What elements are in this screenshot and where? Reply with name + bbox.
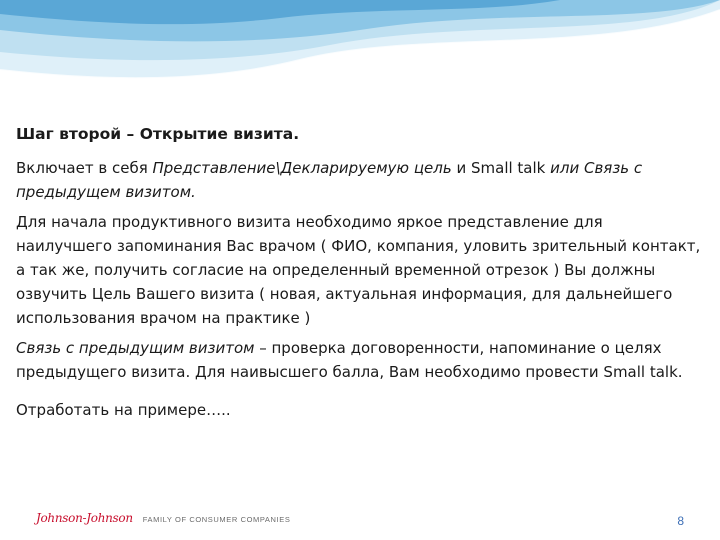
- logo-tagline: FAMILY OF CONSUMER COMPANIES: [142, 515, 291, 524]
- company-logo: [36, 511, 290, 525]
- intro-prefix: Включает в себя: [16, 159, 153, 177]
- paragraph-previous-visit: [16, 336, 702, 384]
- paragraph-representation: Для начала продуктивного визита необходимо яркое представление для наилучшего запоминания Вас врачом ( ФИО, компания, уловить зрительный контакт, а так же, получить согласие на определенный временной отрезок ) Вы должны озвучить Цель Вашего визита ( новая, актуальная информация, для дальнейшего использования врачом на практике ): [16, 213, 701, 327]
- intro-paragraph: [16, 156, 702, 204]
- slide-heading: Шаг второй – Открытие визита.: [16, 125, 300, 143]
- header-wave-decoration: [0, 0, 720, 95]
- previous-visit-text: – проверка договоренности, напоминание о целях предыдущего визита. Для наивысшего балла, Вам необходимо провести Small talk.: [16, 339, 683, 381]
- closing-line: Отработать на примере…..: [16, 401, 231, 419]
- logo-wordmark: Johnson-Johnson: [36, 511, 133, 525]
- intro-middle: и Small talk: [451, 159, 551, 177]
- page-number: 8: [677, 514, 684, 528]
- intro-italic-representation: Представление\Декларируемую цель: [152, 159, 452, 177]
- intro-italic-connection: или Связь с предыдущем визитом.: [16, 159, 643, 201]
- slide-content: [16, 122, 702, 428]
- previous-visit-term: Связь с предыдущим визитом: [16, 339, 255, 357]
